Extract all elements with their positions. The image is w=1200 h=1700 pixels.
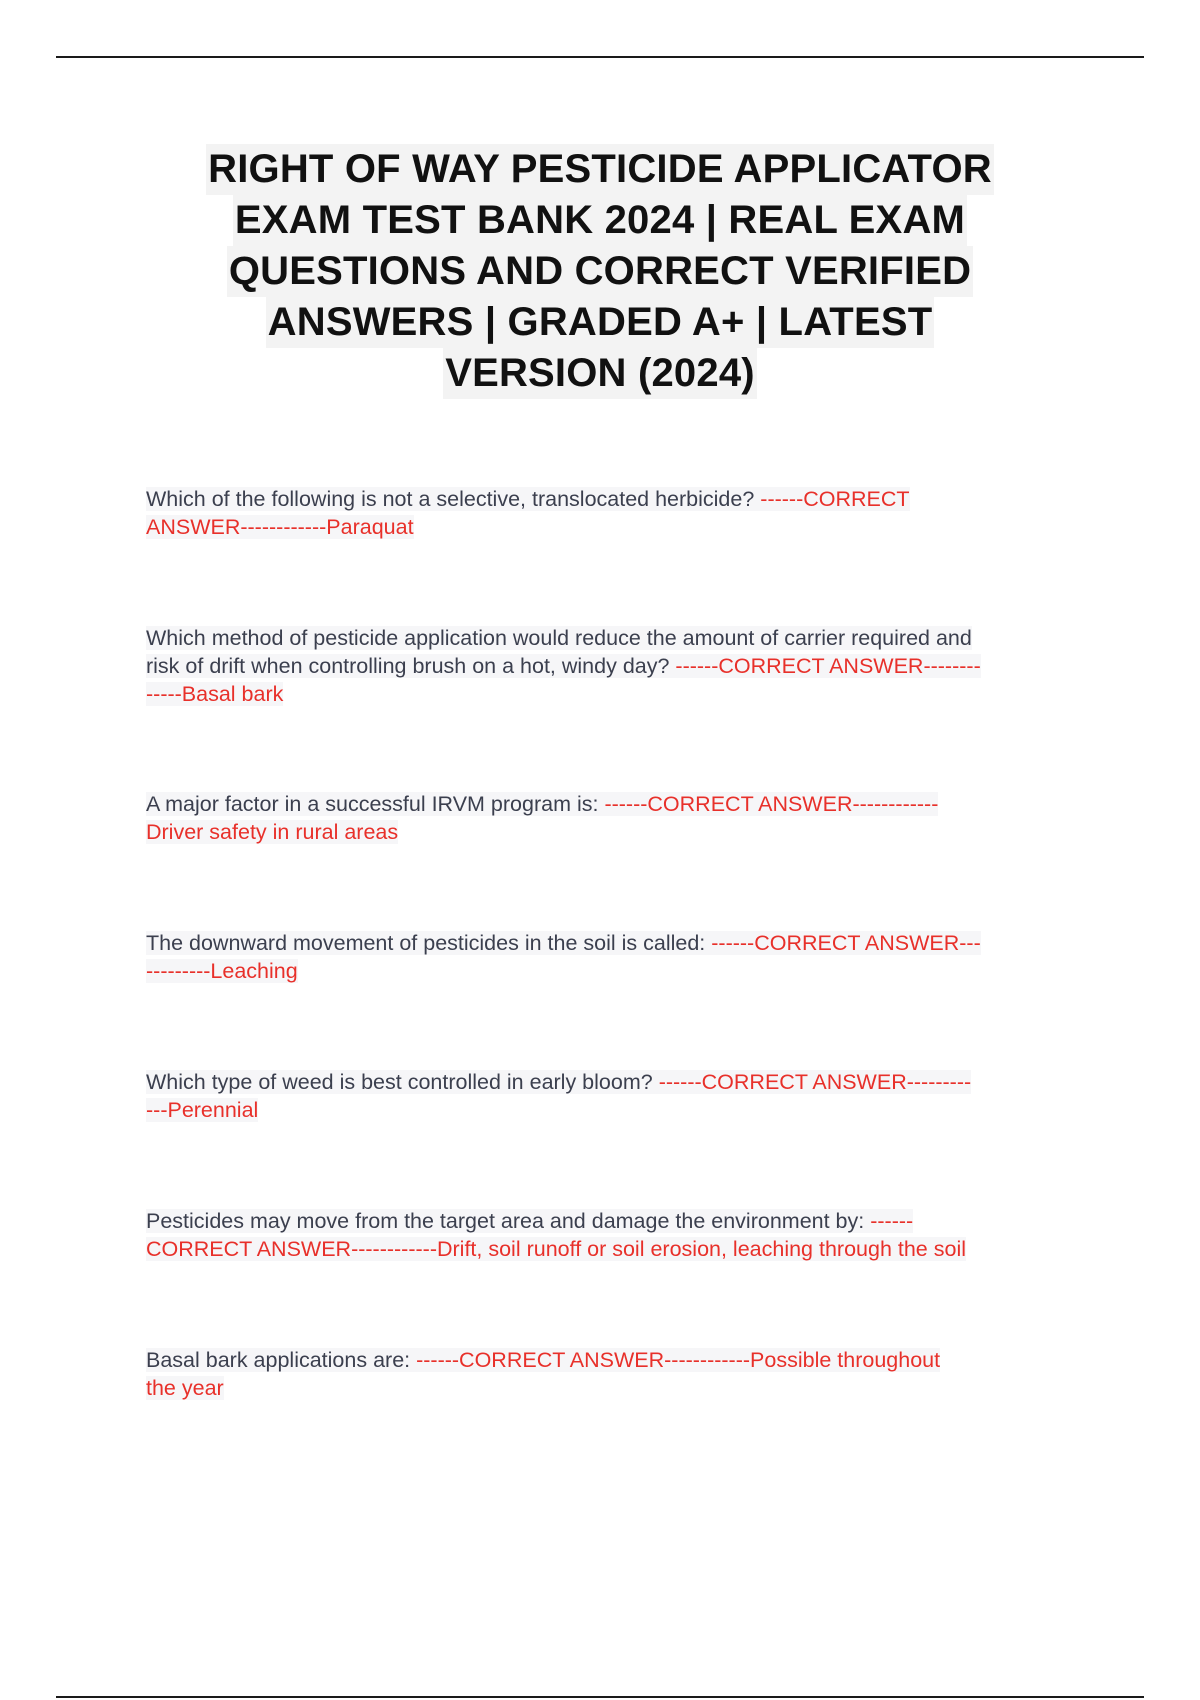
title-line: ANSWERS | GRADED A+ | LATEST <box>266 297 935 348</box>
answer-text: ---------Leaching <box>146 959 298 983</box>
qa-item <box>146 1346 1096 1402</box>
qa-item <box>146 929 1096 985</box>
title-line: EXAM TEST BANK 2024 | REAL EXAM <box>233 195 967 246</box>
answer-text: ------CORRECT ANSWER--------- <box>658 1070 972 1094</box>
answer-text: ---Perennial <box>146 1098 259 1122</box>
question-text: Pesticides may move from the target area and damage the environment by: <box>146 1209 871 1233</box>
answer-text: ------CORRECT ANSWER--- <box>711 931 981 955</box>
answer-text: the year <box>146 1376 224 1400</box>
answer-text: ------CORRECT ANSWER------------ <box>604 792 939 816</box>
answer-text: ------ <box>870 1209 914 1233</box>
answer-text: Driver safety in rural areas <box>146 820 399 844</box>
answer-text: CORRECT ANSWER------------Drift, soil runoff or soil erosion, leaching through the soil <box>146 1237 967 1261</box>
answer-text: ------CORRECT <box>760 487 910 511</box>
title-line: VERSION (2024) <box>443 348 757 399</box>
bottom-divider <box>56 1696 1144 1698</box>
qa-item <box>146 1207 1096 1263</box>
qa-item <box>146 624 1096 708</box>
question-text: Basal bark applications are: <box>146 1348 417 1372</box>
answer-text: ------CORRECT ANSWER------------Possible throughout <box>416 1348 941 1372</box>
document-title <box>120 144 1080 399</box>
question-text: Which type of weed is best controlled in early bloom? <box>146 1070 659 1094</box>
question-text: A major factor in a successful IRVM program is: <box>146 792 605 816</box>
top-divider <box>56 56 1144 58</box>
question-text: Which of the following is not a selective, translocated herbicide? <box>146 487 761 511</box>
question-text: The downward movement of pesticides in the soil is called: <box>146 931 712 955</box>
answer-text: -----Basal bark <box>146 682 284 706</box>
question-text: Which method of pesticide application would reduce the amount of carrier required and <box>146 626 972 650</box>
answer-text: ------CORRECT ANSWER-------- <box>675 654 981 678</box>
title-line: RIGHT OF WAY PESTICIDE APPLICATOR <box>206 144 994 195</box>
title-line: QUESTIONS AND CORRECT VERIFIED <box>227 246 973 297</box>
qa-item <box>146 485 1096 541</box>
question-text: risk of drift when controlling brush on a hot, windy day? <box>146 654 676 678</box>
answer-text: ANSWER------------Paraquat <box>146 515 414 539</box>
qa-item <box>146 790 1096 846</box>
qa-item <box>146 1068 1096 1124</box>
